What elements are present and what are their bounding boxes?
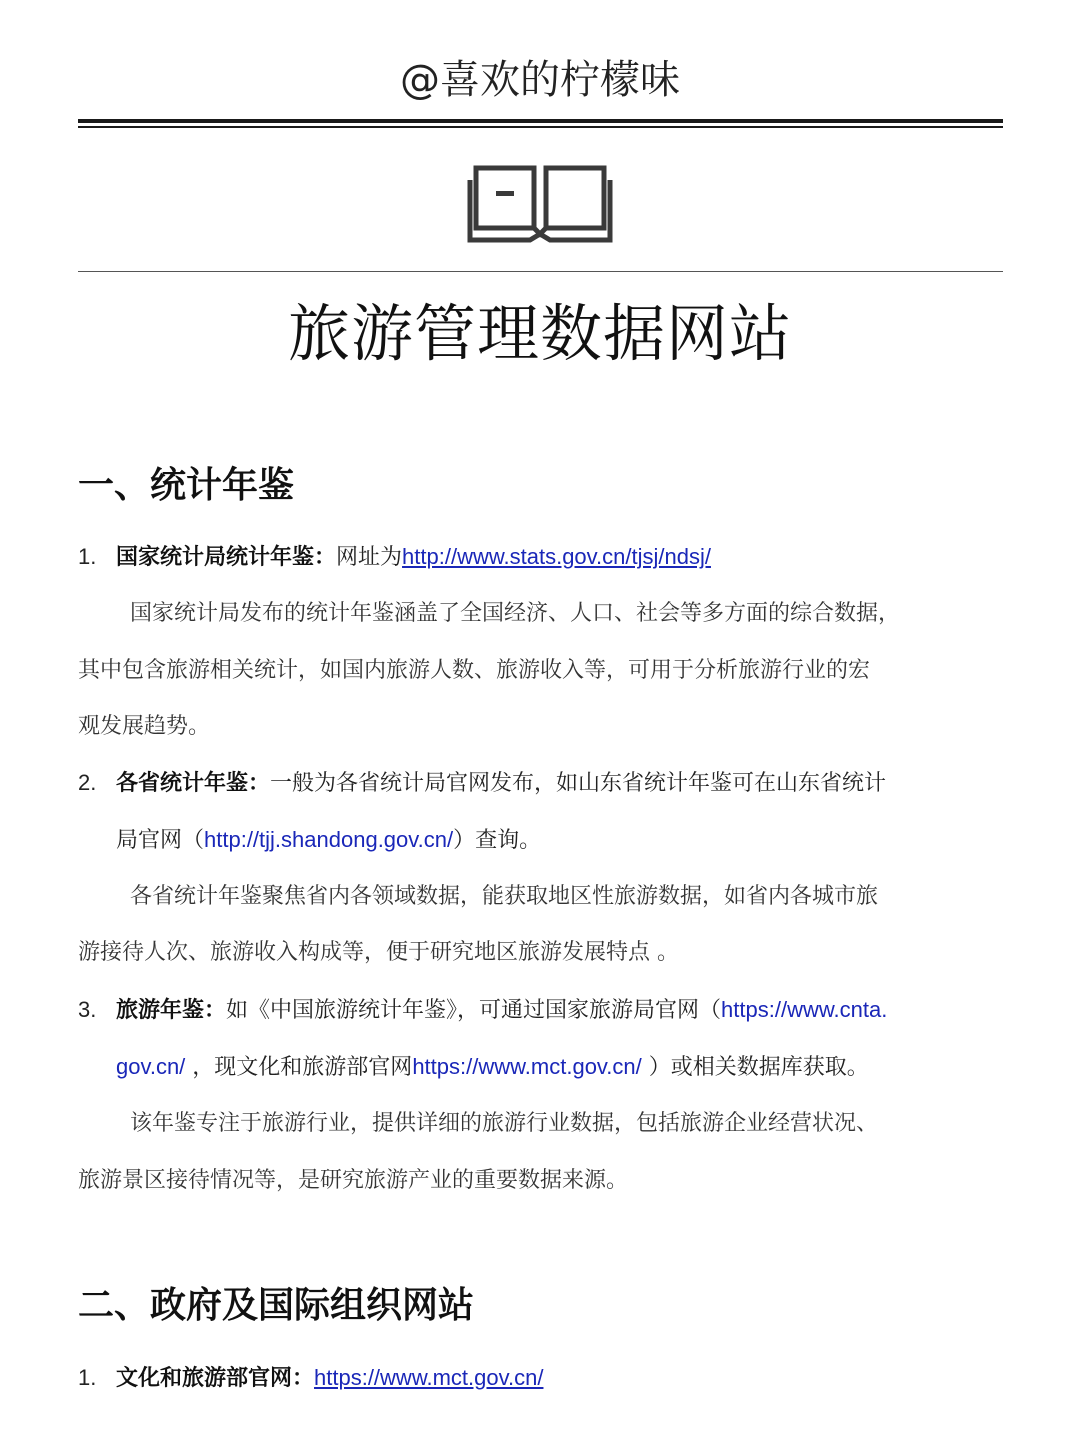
section-heading-1: 一、统计年鉴 xyxy=(78,465,295,506)
item-number: 1. xyxy=(78,544,97,569)
item-text: 一般为各省统计局官网发布，如山东省统计年鉴可在山东省统计 xyxy=(270,771,887,796)
paragraph-line: 各省统计年鉴聚焦省内各领域数据，能获取地区性旅游数据，如省内各城市旅 xyxy=(130,884,879,909)
cnta-link-part2[interactable]: gov.cn/ xyxy=(116,1054,186,1079)
stats-gov-link[interactable]: http://www.stats.gov.cn/tjsj/ndsj/ xyxy=(402,544,711,569)
author-handle: @喜欢的柠檬味 xyxy=(400,57,680,103)
cont-suffix: ）或相关数据库获取。 xyxy=(641,1055,869,1080)
paragraph-line: 观发展趋势。 xyxy=(78,714,211,739)
mct-link[interactable]: https://www.mct.gov.cn/ xyxy=(412,1054,642,1079)
item-prefix: 网址为 xyxy=(336,545,403,570)
list-item-continuation xyxy=(116,824,541,857)
paragraph-line: 国家统计局发布的统计年鉴涵盖了全国经济、人口、社会等多方面的综合数据， xyxy=(130,601,901,626)
shandong-stats-link[interactable]: http://tjj.shandong.gov.cn/ xyxy=(204,827,454,852)
title-divider xyxy=(78,271,1003,272)
list-item-tourism-yearbook xyxy=(78,994,1003,1027)
item-number: 1. xyxy=(78,1365,97,1390)
item-text: 如《中国旅游统计年鉴》，可通过国家旅游局官网（ xyxy=(226,998,722,1023)
list-item-mct-site xyxy=(78,1362,1003,1395)
item-number: 2. xyxy=(78,770,97,795)
cnta-link-part1[interactable]: https://www.cnta. xyxy=(721,997,888,1022)
paragraph-line: 旅游景区接待情况等，是研究旅游产业的重要数据来源。 xyxy=(78,1168,629,1193)
item-number: 3. xyxy=(78,997,97,1022)
page-title: 旅游管理数据网站 xyxy=(287,297,792,370)
cont-suffix: ）查询。 xyxy=(453,828,542,853)
mct-official-link[interactable]: https://www.mct.gov.cn/ xyxy=(314,1365,544,1390)
paragraph-line: 其中包含旅游相关统计，如国内旅游人数、旅游收入等，可用于分析旅游行业的宏 xyxy=(78,658,871,683)
item-label: 文化和旅游部官网： xyxy=(116,1366,315,1391)
paragraph-line: 游接待人次、旅游收入构成等，便于研究地区旅游发展特点 。 xyxy=(78,940,679,965)
item-label: 各省统计年鉴： xyxy=(116,771,271,796)
header-double-rule xyxy=(78,119,1003,129)
list-item-national-yearbook xyxy=(78,541,1003,574)
cont-prefix: 局官网（ xyxy=(116,828,205,853)
section-heading-2: 二、政府及国际组织网站 xyxy=(78,1285,475,1326)
open-book-icon xyxy=(466,160,614,244)
list-item-continuation xyxy=(116,1051,869,1084)
cont-mid: ，现文化和旅游部官网 xyxy=(185,1055,413,1080)
list-item-provincial-yearbook xyxy=(78,767,1003,800)
paragraph-line: 该年鉴专注于旅游行业，提供详细的旅游行业数据，包括旅游企业经营状况、 xyxy=(130,1111,879,1136)
item-label: 旅游年鉴： xyxy=(116,998,227,1023)
item-label: 国家统计局统计年鉴： xyxy=(116,545,337,570)
